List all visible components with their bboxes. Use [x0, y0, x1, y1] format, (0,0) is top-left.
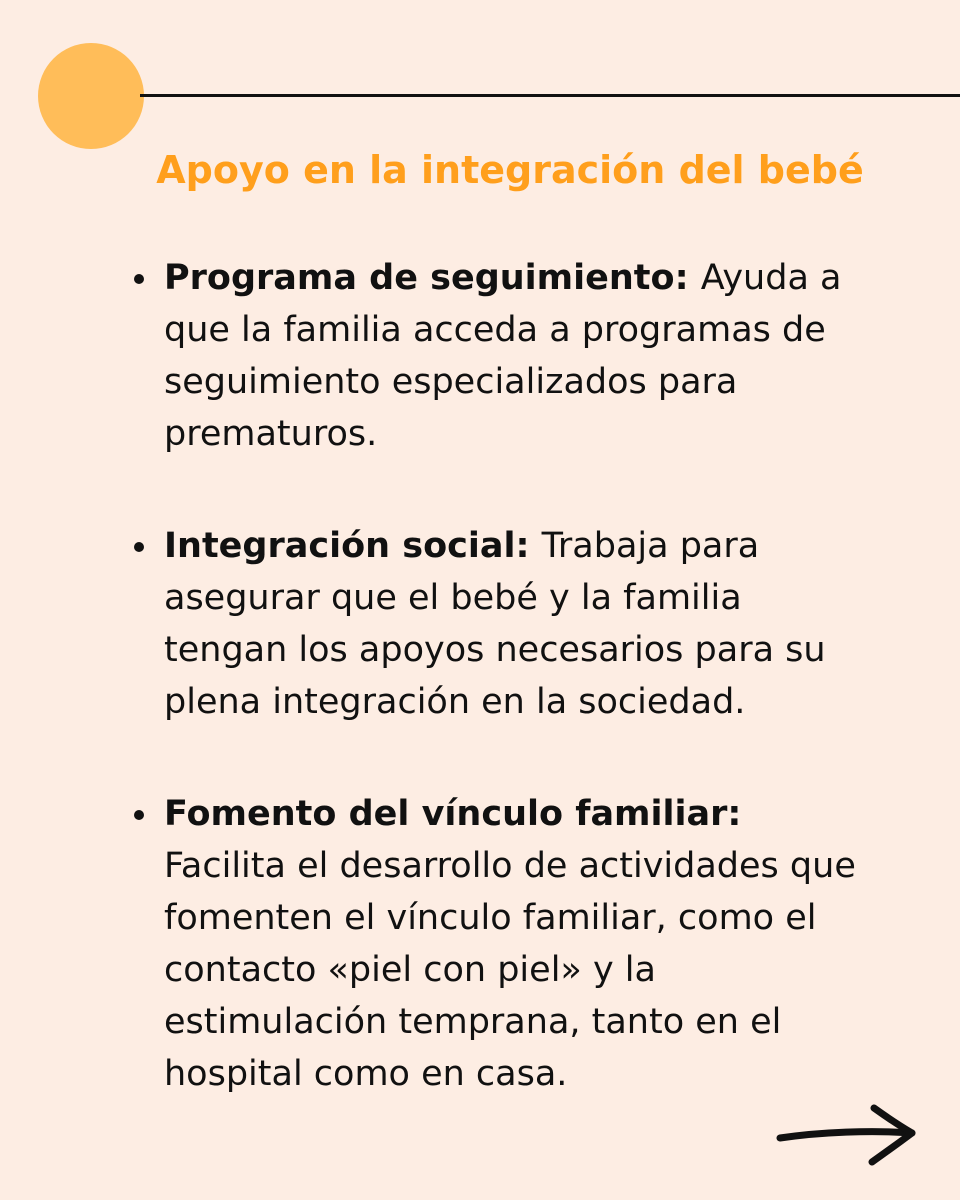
item-text: Trabaja para asegurar que el bebé y la familia tengan los apoyos necesarios para su plena integración en la sociedad. [164, 526, 826, 722]
item-heading: Fomento del vínculo familiar: [164, 794, 742, 834]
divider-line [140, 94, 960, 97]
list-item [126, 252, 856, 460]
bullet-list [126, 252, 856, 1160]
page-title: Apoyo en la integración del bebé [156, 148, 864, 192]
bullet-icon [134, 274, 144, 284]
item-text: Ayuda a que la familia acceda a programas de seguimiento especializados para prematuros. [164, 258, 842, 454]
item-heading: Programa de seguimiento: [164, 258, 701, 298]
bullet-icon [134, 810, 144, 820]
list-item [126, 788, 856, 1100]
item-text: Facilita el desarrollo de actividades que fomenten el vínculo familiar, como el contacto «piel con piel» y la estimulación temprana, tanto en el hospital como en casa. [164, 846, 856, 1094]
arrow-right-icon[interactable] [776, 1100, 920, 1170]
list-item [126, 520, 856, 728]
item-heading: Integración social: [164, 526, 542, 566]
bullet-icon [134, 542, 144, 552]
circle-icon [38, 43, 144, 149]
